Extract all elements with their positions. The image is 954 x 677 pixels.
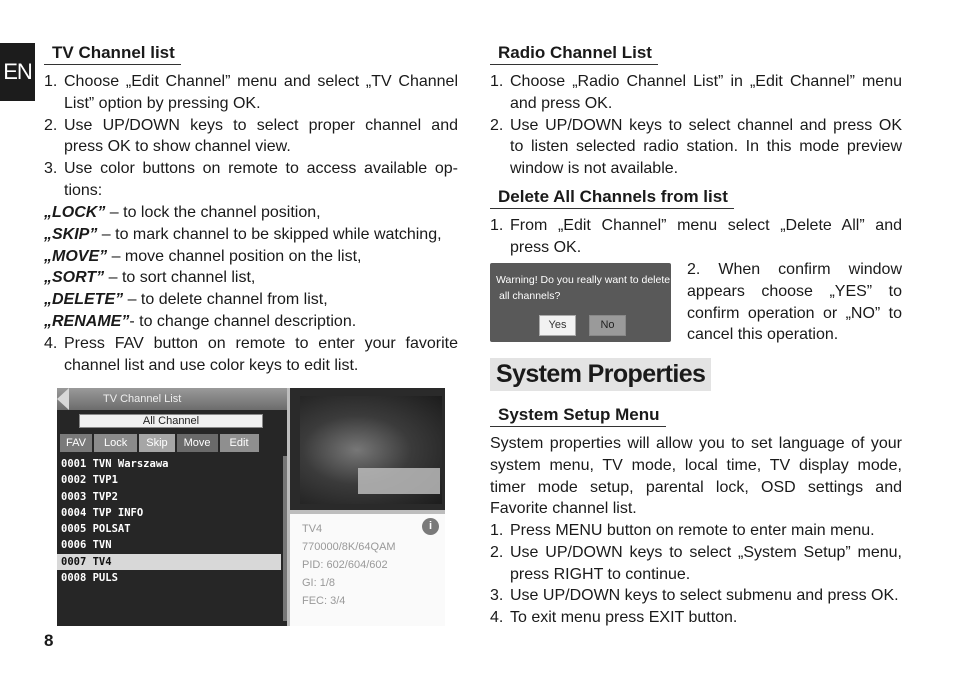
list-item: 1. Press MENU button on remote to enter main menu. <box>490 522 875 539</box>
radio-steps-list <box>490 71 902 180</box>
list-item: 2. Use UP/DOWN keys to select channel and press OK to listen selected radio station. In this mode preview window is not available. <box>490 116 902 178</box>
channel-row[interactable]: 0003 TVP2 <box>61 490 118 503</box>
channel-group: All Channel <box>79 414 263 428</box>
preview-overlay <box>358 468 440 494</box>
tab-move[interactable]: Move <box>177 434 218 452</box>
confirm-dialog <box>490 263 671 342</box>
yes-button[interactable]: Yes <box>539 315 576 336</box>
list-item: 1. Choose „Radio Channel List” in „Edit Channel” menu and press OK. <box>490 73 902 112</box>
list-item: 2. Use UP/DOWN keys to select „System Setup” menu, press RIGHT to continue. <box>490 543 902 583</box>
back-arrow-icon <box>57 388 69 410</box>
tab-fav[interactable]: FAV <box>60 434 92 452</box>
option-lock: „LOCK” – to lock the channel position, <box>44 204 321 221</box>
preview-window <box>290 388 445 510</box>
language-tab: EN <box>0 43 35 101</box>
delete-steps-list <box>490 215 902 259</box>
tab-lock[interactable]: Lock <box>94 434 137 452</box>
tab-edit[interactable]: Edit <box>220 434 259 452</box>
channel-row[interactable]: 0007 TV4 <box>57 554 281 570</box>
info-gi: GI: 1/8 <box>302 577 336 589</box>
list-item: 1. Choose „Edit Channel” menu and select „TV Channel List” option by pressing OK. <box>44 73 458 112</box>
preview-image <box>300 396 442 504</box>
setup-steps-list <box>490 520 902 629</box>
channel-row[interactable]: 0006 TVN <box>61 539 112 552</box>
channel-row[interactable]: 0002 TVP1 <box>61 474 118 487</box>
list-item: 4. To exit menu press EXIT button. <box>490 609 738 627</box>
info-pid: PID: 602/604/602 <box>302 559 388 571</box>
channel-row[interactable]: 0005 POLSAT <box>61 523 131 536</box>
color-options <box>44 202 464 333</box>
channel-row[interactable]: 0004 TVP INFO <box>61 506 144 519</box>
option-move: „MOVE” – move channel position on the list, <box>44 247 362 265</box>
no-button[interactable]: No <box>589 315 626 336</box>
option-delete: „DELETE” – to delete channel from list, <box>44 291 328 309</box>
channel-row[interactable]: 0008 PULS <box>61 572 118 585</box>
list-item: 2. Use UP/DOWN keys to select proper channel and press OK to show channel view. <box>44 116 458 156</box>
delete-step-2: 2. When confirm window appears choose „YES” to confirm operation or „NO” to cancel this operation. <box>687 261 902 344</box>
tv-steps-list <box>44 71 458 202</box>
radio-channel-list-heading: Radio Channel List <box>490 43 658 65</box>
info-fec: FEC: 3/4 <box>302 595 346 607</box>
tv-channel-list-screenshot <box>57 388 445 626</box>
tv-channel-list-heading: TV Channel list <box>44 43 181 65</box>
list-item: 1. From „Edit Channel” menu select „Delete All” and press OK. <box>490 217 902 256</box>
scrollbar <box>283 456 287 621</box>
color-tabs <box>60 434 259 452</box>
system-setup-heading: System Setup Menu <box>490 405 666 427</box>
setup-intro: System properties will allow you to set language of your system menu, TV mode, local time, TV display mode, timer mode setup, parental lock, OSD settings and Favorite channel list. <box>490 435 902 518</box>
info-frequency: 770000/8K/64QAM <box>302 541 396 553</box>
option-rename: „RENAME”- to change channel description. <box>44 312 357 330</box>
screen-title: TV Channel List <box>57 388 287 410</box>
system-properties-title: System Properties <box>490 358 711 391</box>
delete-all-heading: Delete All Channels from list <box>490 187 734 209</box>
list-item: 4. Press FAV button on remote to enter your favorite channel list and use color keys to edit list. <box>44 335 458 374</box>
option-skip: „SKIP” – to mark channel to be skipped while watching, <box>44 225 442 243</box>
channel-row[interactable]: 0001 TVN Warszawa <box>61 458 169 470</box>
tv-step-4 <box>44 333 458 377</box>
info-channel: TV4 <box>302 523 323 535</box>
list-item: 3. Use color buttons on remote to access available op-tions: <box>44 160 458 199</box>
option-sort: „SORT” – to sort channel list, <box>44 269 256 287</box>
channel-list <box>57 456 281 586</box>
list-item: 3. Use UP/DOWN keys to select submenu and press OK. <box>490 587 899 605</box>
dialog-message: Warning! Do you really want to delete all channels? <box>496 274 671 302</box>
page-number: 8 <box>44 631 54 650</box>
channel-panel <box>57 388 287 626</box>
channel-info <box>290 514 445 626</box>
tab-skip[interactable]: Skip <box>139 434 174 452</box>
info-icon: i <box>422 518 439 535</box>
